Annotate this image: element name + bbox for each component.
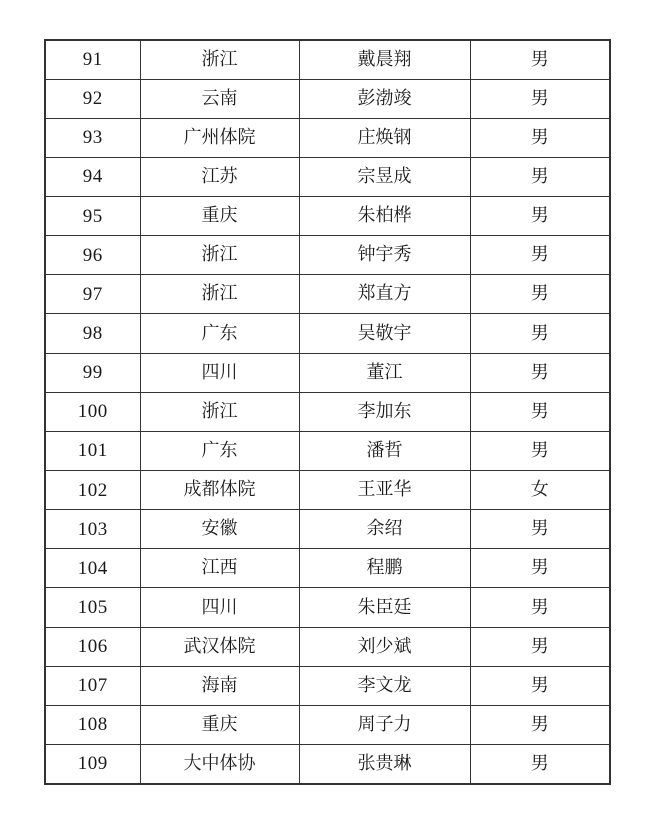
- row-number-cell: 94: [45, 157, 140, 196]
- row-number-cell: 100: [45, 392, 140, 431]
- unit-cell: 大中体协: [140, 745, 299, 784]
- unit-cell: 江苏: [140, 157, 299, 196]
- gender-cell: 女: [470, 471, 610, 510]
- row-number-cell: 108: [45, 705, 140, 744]
- unit-cell: 浙江: [140, 392, 299, 431]
- gender-cell: 男: [470, 549, 610, 588]
- row-number-cell: 101: [45, 431, 140, 470]
- unit-cell: 重庆: [140, 197, 299, 236]
- row-number-cell: 99: [45, 353, 140, 392]
- table-row: [45, 157, 610, 196]
- row-number-cell: 107: [45, 666, 140, 705]
- gender-cell: 男: [470, 588, 610, 627]
- row-number-cell: 95: [45, 197, 140, 236]
- gender-cell: 男: [470, 392, 610, 431]
- name-cell: 彭渤竣: [299, 79, 470, 118]
- unit-cell: 四川: [140, 353, 299, 392]
- name-cell: 郑直方: [299, 275, 470, 314]
- table-row: [45, 431, 610, 470]
- table-row: [45, 314, 610, 353]
- unit-cell: 武汉体院: [140, 627, 299, 666]
- gender-cell: 男: [470, 314, 610, 353]
- row-number-cell: 109: [45, 745, 140, 784]
- roster-table: [44, 39, 611, 785]
- unit-cell: 安徽: [140, 510, 299, 549]
- row-number-cell: 93: [45, 118, 140, 157]
- gender-cell: 男: [470, 745, 610, 784]
- table-row: [45, 588, 610, 627]
- unit-cell: 四川: [140, 588, 299, 627]
- row-number-cell: 104: [45, 549, 140, 588]
- unit-cell: 重庆: [140, 705, 299, 744]
- row-number-cell: 106: [45, 627, 140, 666]
- name-cell: 庄焕钢: [299, 118, 470, 157]
- row-number-cell: 102: [45, 471, 140, 510]
- unit-cell: 浙江: [140, 236, 299, 275]
- gender-cell: 男: [470, 197, 610, 236]
- name-cell: 张贵琳: [299, 745, 470, 784]
- unit-cell: 成都体院: [140, 471, 299, 510]
- row-number-cell: 103: [45, 510, 140, 549]
- table-row: [45, 118, 610, 157]
- table-row: [45, 236, 610, 275]
- name-cell: 宗昱成: [299, 157, 470, 196]
- table-row: [45, 510, 610, 549]
- table-row: [45, 666, 610, 705]
- table-row: [45, 471, 610, 510]
- name-cell: 吴敬宇: [299, 314, 470, 353]
- gender-cell: 男: [470, 353, 610, 392]
- name-cell: 刘少斌: [299, 627, 470, 666]
- row-number-cell: 98: [45, 314, 140, 353]
- table-row: [45, 353, 610, 392]
- table-row: [45, 627, 610, 666]
- row-number-cell: 96: [45, 236, 140, 275]
- gender-cell: 男: [470, 118, 610, 157]
- unit-cell: 广东: [140, 314, 299, 353]
- unit-cell: 浙江: [140, 40, 299, 79]
- name-cell: 王亚华: [299, 471, 470, 510]
- table-row: [45, 705, 610, 744]
- unit-cell: 广州体院: [140, 118, 299, 157]
- gender-cell: 男: [470, 666, 610, 705]
- table-row: [45, 40, 610, 79]
- row-number-cell: 105: [45, 588, 140, 627]
- unit-cell: 广东: [140, 431, 299, 470]
- name-cell: 程鹏: [299, 549, 470, 588]
- name-cell: 余绍: [299, 510, 470, 549]
- name-cell: 周子力: [299, 705, 470, 744]
- row-number-cell: 91: [45, 40, 140, 79]
- unit-cell: 浙江: [140, 275, 299, 314]
- gender-cell: 男: [470, 510, 610, 549]
- table-row: [45, 79, 610, 118]
- unit-cell: 云南: [140, 79, 299, 118]
- gender-cell: 男: [470, 40, 610, 79]
- table-row: [45, 549, 610, 588]
- table-row: [45, 197, 610, 236]
- roster-table-body: [45, 40, 610, 784]
- gender-cell: 男: [470, 627, 610, 666]
- table-row: [45, 745, 610, 784]
- row-number-cell: 92: [45, 79, 140, 118]
- name-cell: 潘哲: [299, 431, 470, 470]
- unit-cell: 海南: [140, 666, 299, 705]
- name-cell: 李文龙: [299, 666, 470, 705]
- table-row: [45, 392, 610, 431]
- table-row: [45, 275, 610, 314]
- gender-cell: 男: [470, 431, 610, 470]
- row-number-cell: 97: [45, 275, 140, 314]
- name-cell: 朱臣廷: [299, 588, 470, 627]
- gender-cell: 男: [470, 236, 610, 275]
- gender-cell: 男: [470, 157, 610, 196]
- gender-cell: 男: [470, 705, 610, 744]
- name-cell: 董江: [299, 353, 470, 392]
- name-cell: 朱柏桦: [299, 197, 470, 236]
- gender-cell: 男: [470, 275, 610, 314]
- name-cell: 戴晨翔: [299, 40, 470, 79]
- unit-cell: 江西: [140, 549, 299, 588]
- name-cell: 李加东: [299, 392, 470, 431]
- name-cell: 钟宇秀: [299, 236, 470, 275]
- gender-cell: 男: [470, 79, 610, 118]
